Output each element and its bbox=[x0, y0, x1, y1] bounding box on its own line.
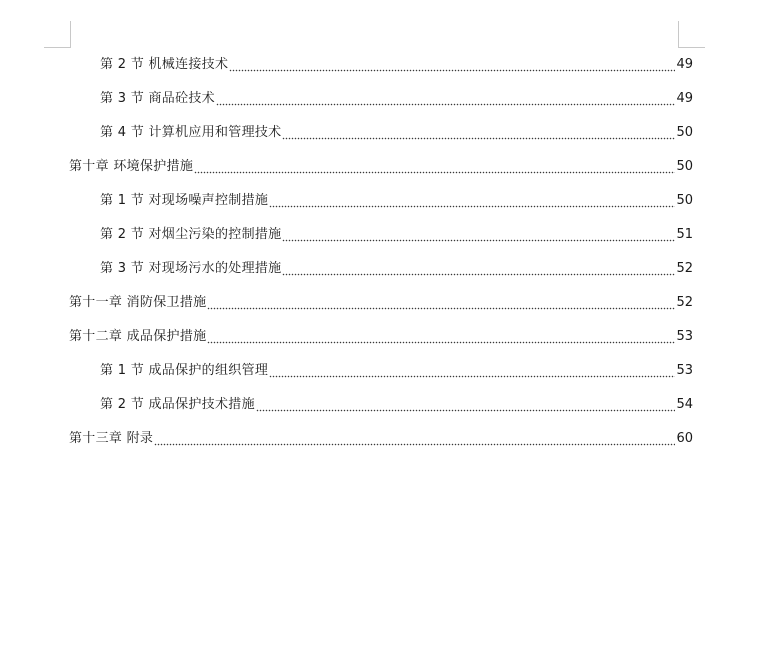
toc-entry[interactable] bbox=[100, 84, 693, 114]
toc-entry-page-number: 52 bbox=[676, 295, 693, 310]
toc-entry-page-number: 50 bbox=[676, 159, 693, 174]
toc-entry-page-number: 50 bbox=[676, 193, 693, 208]
toc-entry-page-number: 49 bbox=[676, 57, 693, 72]
toc-entry[interactable] bbox=[100, 186, 693, 216]
toc-entry-page-number: 49 bbox=[676, 91, 693, 106]
toc-entry-title: 第十章 环境保护措施 bbox=[69, 159, 194, 174]
toc-entry-title: 第十一章 消防保卫措施 bbox=[69, 295, 207, 310]
toc-entry[interactable] bbox=[100, 254, 693, 284]
crop-mark-top-right bbox=[678, 21, 705, 48]
dot-leader bbox=[269, 186, 675, 216]
toc-entry-page-number: 52 bbox=[676, 261, 693, 276]
toc-entry-title: 第 1 节 成品保护的组织管理 bbox=[100, 363, 269, 378]
toc-entry-page-number: 51 bbox=[676, 227, 693, 242]
dot-leader bbox=[282, 254, 675, 284]
toc-entry[interactable] bbox=[69, 288, 693, 318]
toc-entry-title: 第 3 节 对现场污水的处理措施 bbox=[100, 261, 282, 276]
toc-entry-page-number: 53 bbox=[676, 329, 693, 344]
toc-entry-page-number: 54 bbox=[676, 397, 693, 412]
toc-entry-title: 第十三章 附录 bbox=[69, 431, 154, 446]
dot-leader bbox=[154, 424, 675, 454]
toc-entry-title: 第 2 节 机械连接技术 bbox=[100, 57, 229, 72]
dot-leader bbox=[216, 84, 675, 114]
toc-entry[interactable] bbox=[69, 322, 693, 352]
dot-leader bbox=[282, 220, 675, 250]
toc-entry[interactable] bbox=[100, 50, 693, 80]
toc-entry[interactable] bbox=[100, 390, 693, 420]
dot-leader bbox=[207, 288, 675, 318]
dot-leader bbox=[256, 390, 676, 420]
toc-entry-title: 第 2 节 成品保护技术措施 bbox=[100, 397, 255, 412]
crop-mark-top-left bbox=[44, 21, 71, 48]
toc-entry[interactable] bbox=[100, 356, 693, 386]
toc-entry-page-number: 50 bbox=[676, 125, 693, 140]
toc-entry-page-number: 60 bbox=[676, 431, 693, 446]
toc-entry[interactable] bbox=[100, 118, 693, 148]
dot-leader bbox=[269, 356, 675, 386]
toc-entry-title: 第 4 节 计算机应用和管理技术 bbox=[100, 125, 282, 140]
toc-entry[interactable] bbox=[69, 424, 693, 454]
toc-entry-page-number: 53 bbox=[676, 363, 693, 378]
dot-leader bbox=[194, 152, 675, 182]
toc-entry-title: 第 2 节 对烟尘污染的控制措施 bbox=[100, 227, 282, 242]
toc-entry[interactable] bbox=[69, 152, 693, 182]
dot-leader bbox=[229, 50, 675, 80]
dot-leader bbox=[207, 322, 675, 352]
toc-entry-title: 第十二章 成品保护措施 bbox=[69, 329, 207, 344]
toc-entry[interactable] bbox=[100, 220, 693, 250]
toc-entry-title: 第 3 节 商品砼技术 bbox=[100, 91, 215, 106]
dot-leader bbox=[282, 118, 675, 148]
toc-entry-title: 第 1 节 对现场噪声控制措施 bbox=[100, 193, 269, 208]
